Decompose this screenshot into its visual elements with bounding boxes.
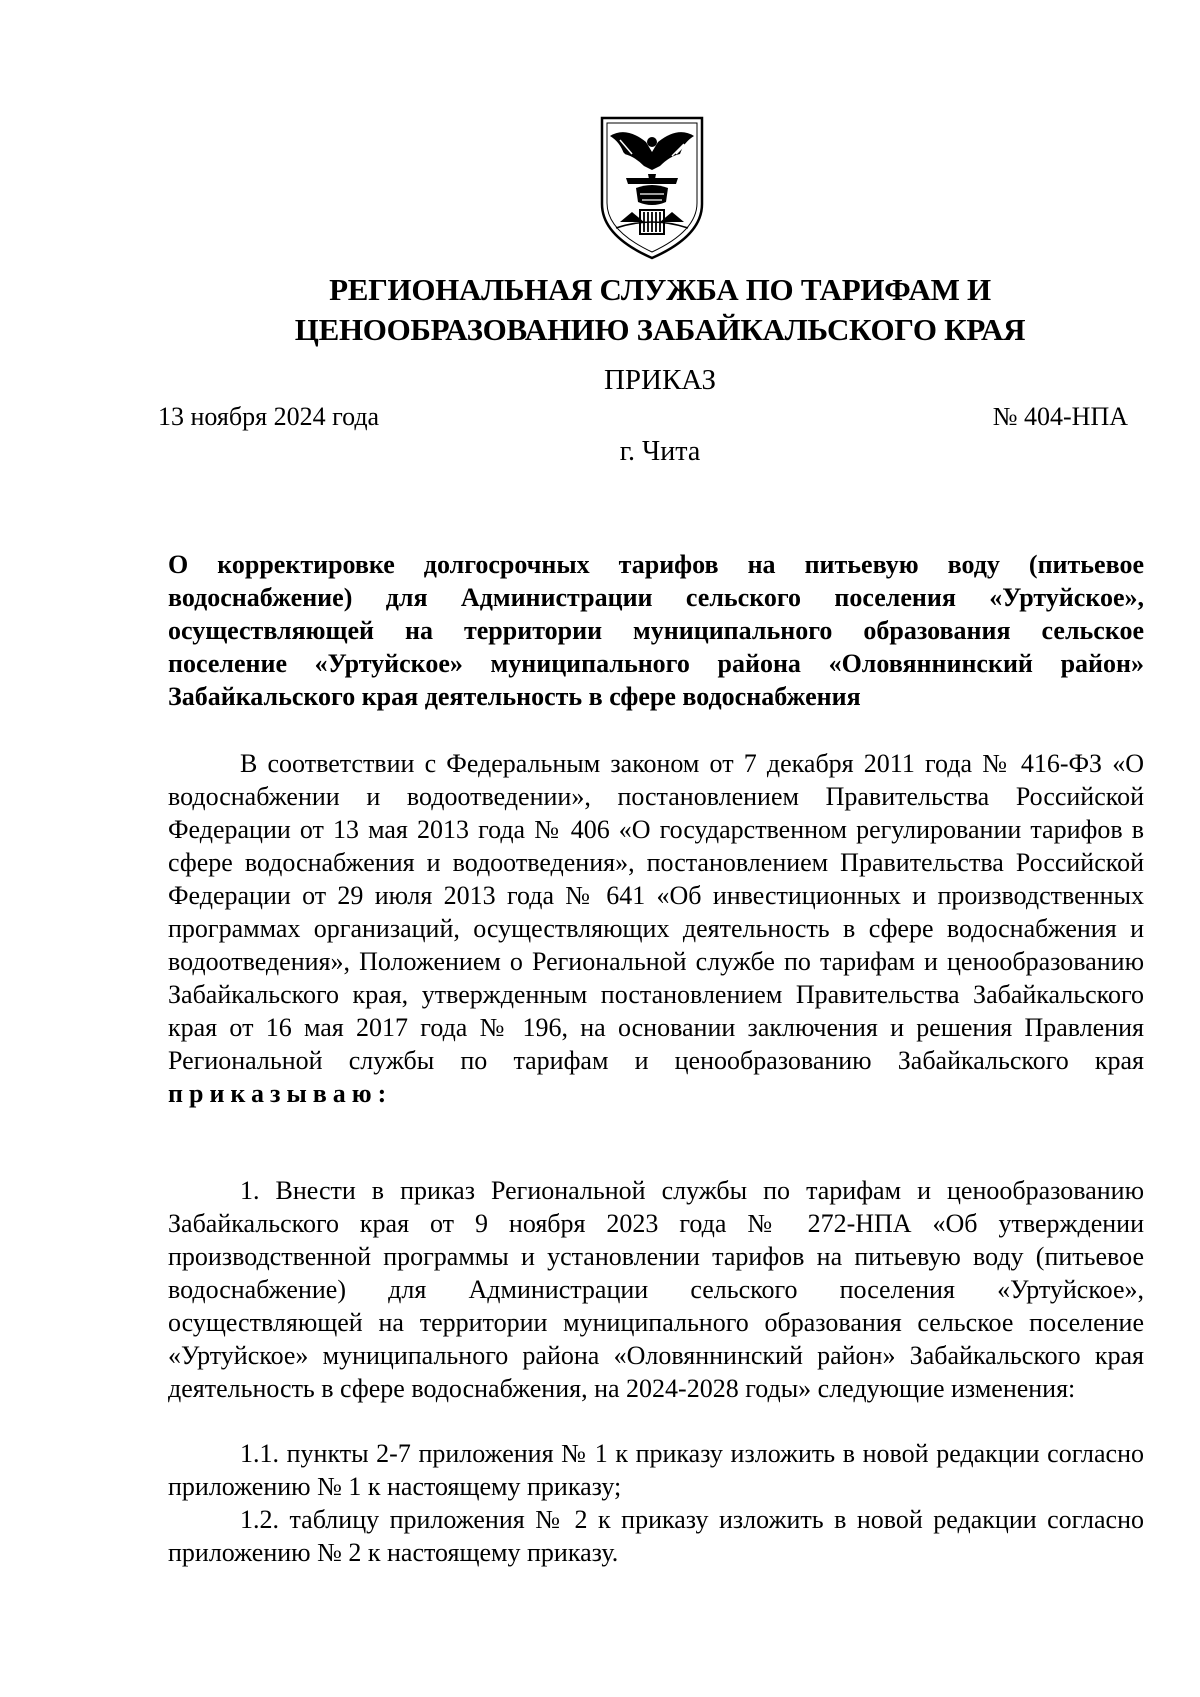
- organization-title-line-2: ЦЕНООБРАЗОВАНИЮ ЗАБАЙКАЛЬСКОГО КРАЯ: [294, 312, 1026, 347]
- document-date: 13 ноября 2024 года: [158, 402, 380, 431]
- legal-basis-paragraph: [168, 747, 1144, 1110]
- document-type: ПРИКАЗ: [603, 364, 717, 396]
- coat-of-arms-emblem: [596, 112, 708, 262]
- order-subitem-1-2: 1.2. таблицу приложения № 2 к приказу изложить в новой редакции согласно приложению № 2 к настоящему приказу.: [168, 1505, 1144, 1567]
- order-word: приказываю: [168, 1079, 378, 1108]
- document-subject: О корректировке долгосрочных тарифов на питьевую воду (питьевое водоснабжение) для Администрации сельского поселения «Уртуйское», осуществляющей на территории муниципального образования сельское поселение «Уртуйское» муниципального района «Оловяннинский район» Забайкальского края деятельность в сфере водоснабжения: [168, 550, 1144, 711]
- organization-title-line-1: РЕГИОНАЛЬНАЯ СЛУЖБА ПО ТАРИФАМ И: [329, 272, 991, 307]
- document-city: г. Чита: [619, 436, 701, 467]
- order-item-1: 1. Внести в приказ Региональной службы по тарифам и ценообразованию Забайкальского края от 9 ноября 2023 года № 272-НПА «Об утверждении производственной программы и установлении тарифов на питьевую воду (питьевое водоснабжение) для Администрации сельского поселения «Уртуйское», осуществляющей на территории муниципального образования сельское поселение «Уртуйское» муниципального района «Оловяннинский район» Забайкальского края деятельность в сфере водоснабжения, на 2024-2028 годы» следующие изменения:: [168, 1176, 1144, 1403]
- document-number: № 404-НПА: [992, 402, 1128, 431]
- organization-title: [160, 270, 1160, 350]
- order-subitem-1-1: 1.1. пункты 2-7 приложения № 1 к приказу изложить в новой редакции согласно приложению № 1 к настоящему приказу;: [168, 1439, 1144, 1501]
- order-colon: :: [377, 1079, 387, 1108]
- legal-basis-text: В соответствии с Федеральным законом от 7 декабря 2011 года № 416-ФЗ «О водоснабжении и водоотведении», постановлением Правительства Российской Федерации от 13 мая 2013 года № 406 «О государственном регулировании тарифов в сфере водоснабжения и водоотведения», постановлением Правительства Российской Федерации от 29 июля 2013 года № 641 «Об инвестиционных и производственных программах организаций, осуществляющих деятельность в сфере водоснабжения и водоотведения», Положением о Региональной службе по тарифам и ценообразованию Забайкальского края, утвержденным постановлением Правительства Забайкальского края от 16 мая 2017 года № 196, на основании заключения и решения Правления Региональной службы по тарифам и ценообразованию Забайкальского края: [168, 749, 1144, 1075]
